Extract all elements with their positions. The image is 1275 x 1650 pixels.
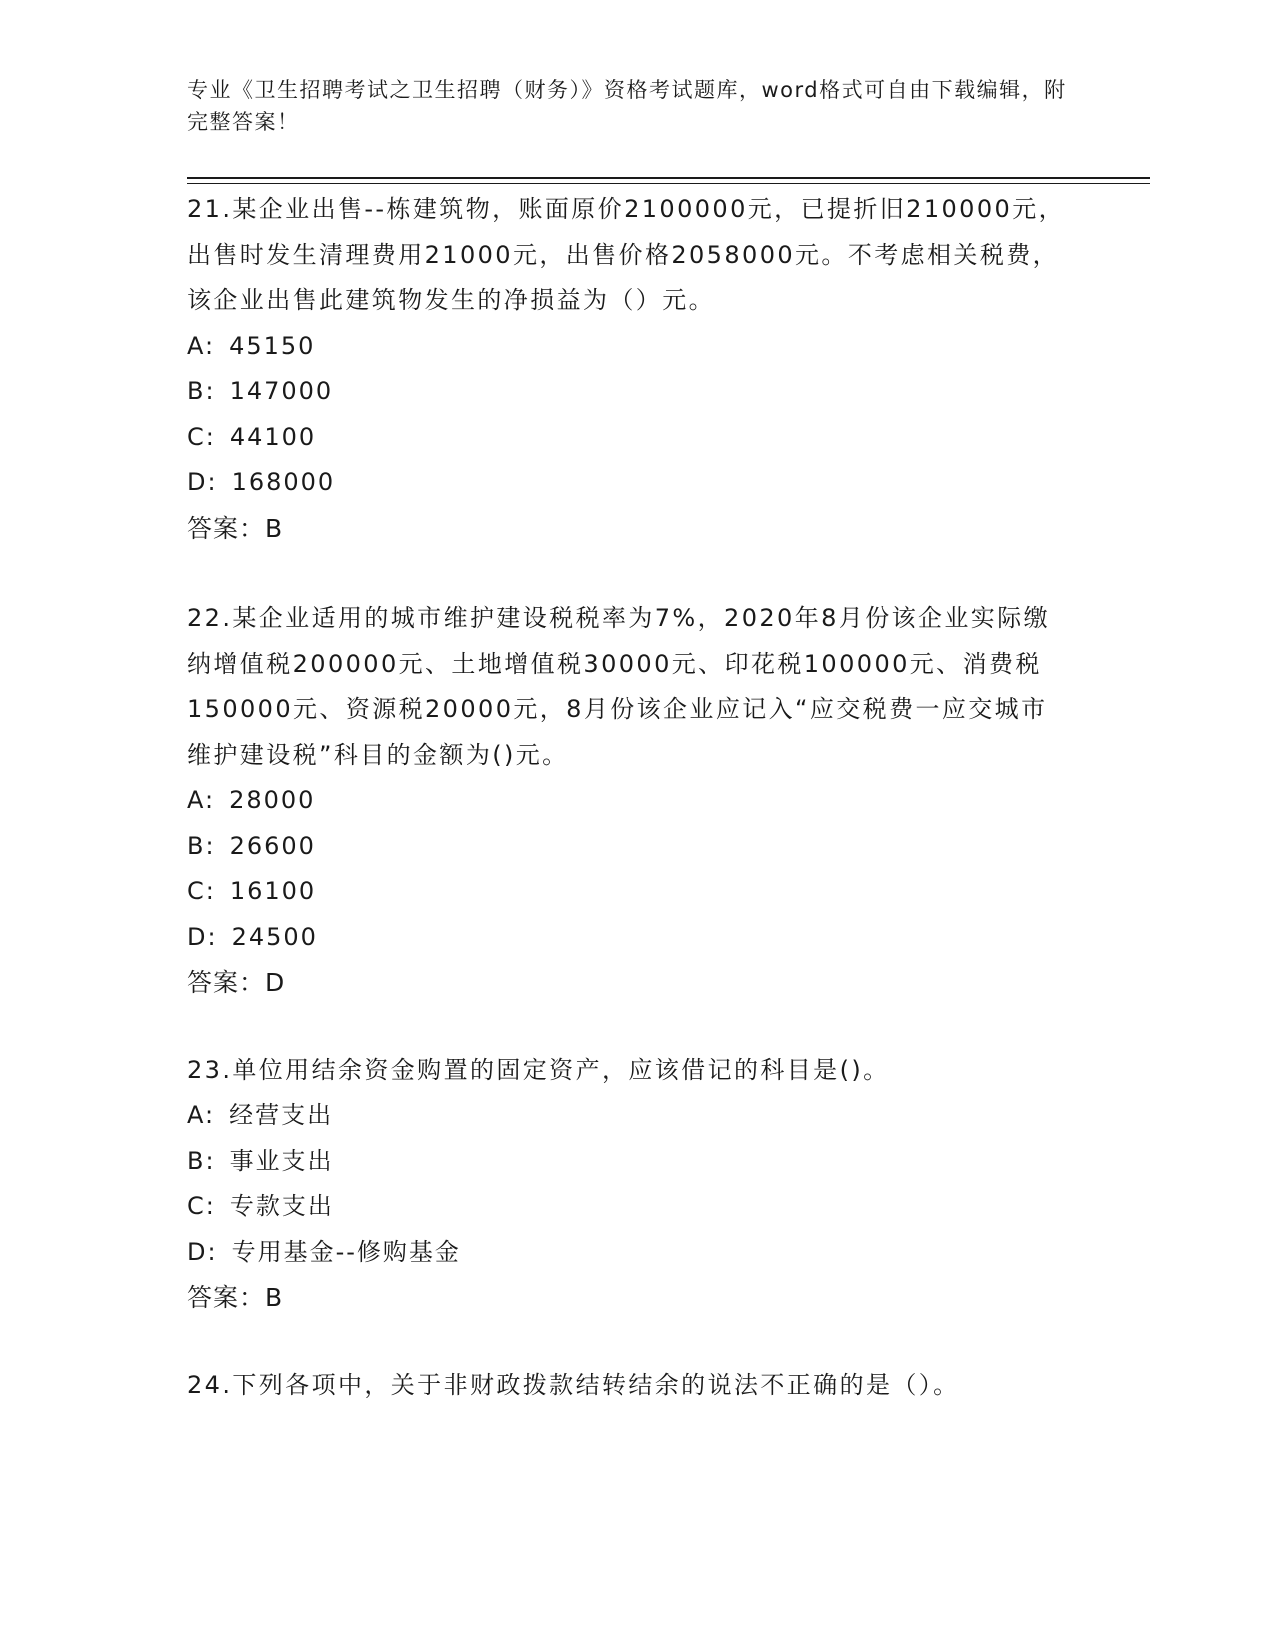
header-divider-thin (187, 183, 1150, 184)
option-a (187, 778, 1067, 824)
question-23 (187, 1048, 1067, 1321)
question-stem: 24.下列各项中，关于非财政拨款结转结余的说法不正确的是（）。 (187, 1370, 960, 1399)
document-header (187, 74, 1067, 138)
spacer (187, 1321, 1067, 1363)
option-d (187, 460, 1067, 506)
option-text: 事业支出 (229, 1146, 334, 1175)
option-text: 147000 (229, 377, 334, 405)
question-22 (187, 596, 1067, 1006)
option-c (187, 1184, 1067, 1230)
option-c (187, 415, 1067, 461)
answer-line: 答案：D (187, 968, 286, 997)
question-list (187, 187, 1067, 1408)
option-letter: A: (187, 331, 216, 360)
option-text: 168000 (231, 468, 336, 496)
question-21 (187, 187, 1067, 551)
question-24 (187, 1363, 1067, 1409)
question-stem: 22.某企业适用的城市维护建设税税率为7%，2020年8月份该企业实际缴纳增值税200000元、土地增值税30000元、印花税100000元、消费税150000元、资源税20000元，8月份该企业应记入“应交税费一应交城市维护建设税”科目的金额为()元。 (187, 604, 1050, 769)
option-letter: C: (187, 1192, 216, 1220)
option-letter: C: (187, 877, 216, 905)
header-divider-thick (187, 177, 1150, 179)
option-text: 28000 (229, 786, 316, 814)
option-text: 经营支出 (229, 1101, 334, 1129)
option-letter: B: (187, 1146, 216, 1175)
option-b (187, 369, 1067, 415)
spacer (187, 551, 1067, 596)
answer-line: 答案：B (187, 1283, 284, 1312)
option-letter: B: (187, 831, 216, 860)
option-text: 26600 (229, 831, 316, 860)
option-letter: B: (187, 377, 216, 405)
option-text: 专款支出 (229, 1192, 334, 1220)
question-stem: 23.单位用结余资金购置的固定资产，应该借记的科目是()。 (187, 1055, 890, 1084)
option-a (187, 324, 1067, 370)
option-text: 45150 (229, 331, 316, 360)
option-letter: D: (187, 1237, 218, 1266)
answer-line: 答案：B (187, 513, 284, 543)
question-stem: 21.某企业出售--栋建筑物，账面原价2100000元，已提折旧210000元，出售时发生清理费用21000元，出售价格2058000元。不考虑相关税费，该企业出售此建筑物发生的净损益为（）元。 (187, 195, 1065, 314)
option-a (187, 1093, 1067, 1139)
option-letter: C: (187, 422, 216, 451)
option-d (187, 1230, 1067, 1276)
option-text: 44100 (229, 422, 317, 451)
option-letter: D: (187, 922, 218, 951)
option-text: 专用基金--修购基金 (231, 1237, 461, 1266)
spacer (187, 1006, 1067, 1048)
header-intro-text: 专业《卫生招聘考试之卫生招聘（财务）》资格考试题库，word格式可自由下载编辑，附完整答案！ (187, 78, 1067, 134)
option-letter: A: (187, 1101, 216, 1129)
option-c (187, 869, 1067, 915)
option-d (187, 915, 1067, 961)
option-letter: A: (187, 786, 216, 814)
option-letter: D: (187, 468, 218, 496)
option-b (187, 1139, 1067, 1185)
option-b (187, 824, 1067, 870)
option-text: 16100 (229, 877, 317, 905)
option-text: 24500 (231, 922, 318, 951)
